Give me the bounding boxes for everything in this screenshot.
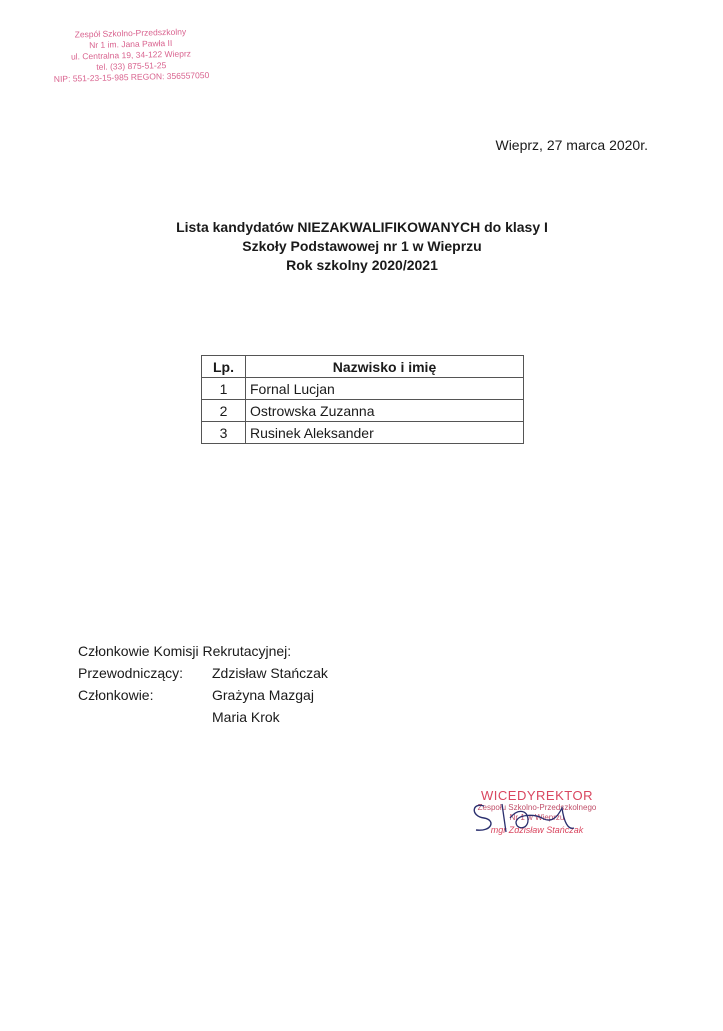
column-header-number: Lp. (202, 356, 246, 378)
table-row (202, 422, 524, 444)
stamp-role: WICEDYREKTOR (481, 788, 593, 803)
stamp-line: Nr 1 im. Jana Pawła II (89, 37, 173, 51)
table-row (202, 378, 524, 400)
stamp-institution: Zespołu Szkolno-Przedszkolnego (477, 803, 597, 812)
title-line-3: Rok szkolny 2020/2021 (286, 257, 438, 273)
row-name: Fornal Lucjan (246, 378, 524, 400)
stamp-line: tel. (33) 875-51-25 (96, 60, 167, 72)
column-header-name: Nazwisko i imię (246, 356, 524, 378)
candidates-table (201, 355, 524, 444)
title-line-2: Szkoły Podstawowej nr 1 w Wieprzu (242, 238, 482, 254)
chair-label: Przewodniczący: (78, 665, 184, 681)
committee-heading: Członkowie Komisji Rekrutacyjnej: (78, 643, 292, 659)
stamp-person: mgr Zdzisław Stańczak (490, 825, 584, 835)
stamp-line: Zespół Szkolno-Przedszkolny (74, 26, 187, 40)
members-label: Członkowie: (78, 687, 154, 703)
row-number: 1 (202, 378, 246, 400)
member-name: Grażyna Mazgaj (212, 687, 314, 703)
row-name: Ostrowska Zuzanna (246, 400, 524, 422)
document-date: Wieprz, 27 marca 2020r. (495, 137, 648, 153)
vice-director-stamp (462, 788, 612, 848)
document-title (120, 218, 604, 275)
stamp-institution: Nr 1 w Wieprzu (509, 813, 565, 822)
row-number: 2 (202, 400, 246, 422)
stamp-line: ul. Centralna 19, 34-122 Wieprz (70, 48, 192, 62)
row-name: Rusinek Aleksander (246, 422, 524, 444)
row-number: 3 (202, 422, 246, 444)
table-row (202, 400, 524, 422)
member-name: Maria Krok (212, 709, 280, 725)
chair-name: Zdzisław Stańczak (212, 665, 328, 681)
stamp-line: NIP: 551-23-15-985 REGON: 356557050 (53, 69, 210, 85)
title-line-1: Lista kandydatów NIEZAKWALIFIKOWANYCH do klasy I (176, 219, 548, 235)
table-header-row (202, 356, 524, 378)
school-stamp (35, 26, 226, 86)
